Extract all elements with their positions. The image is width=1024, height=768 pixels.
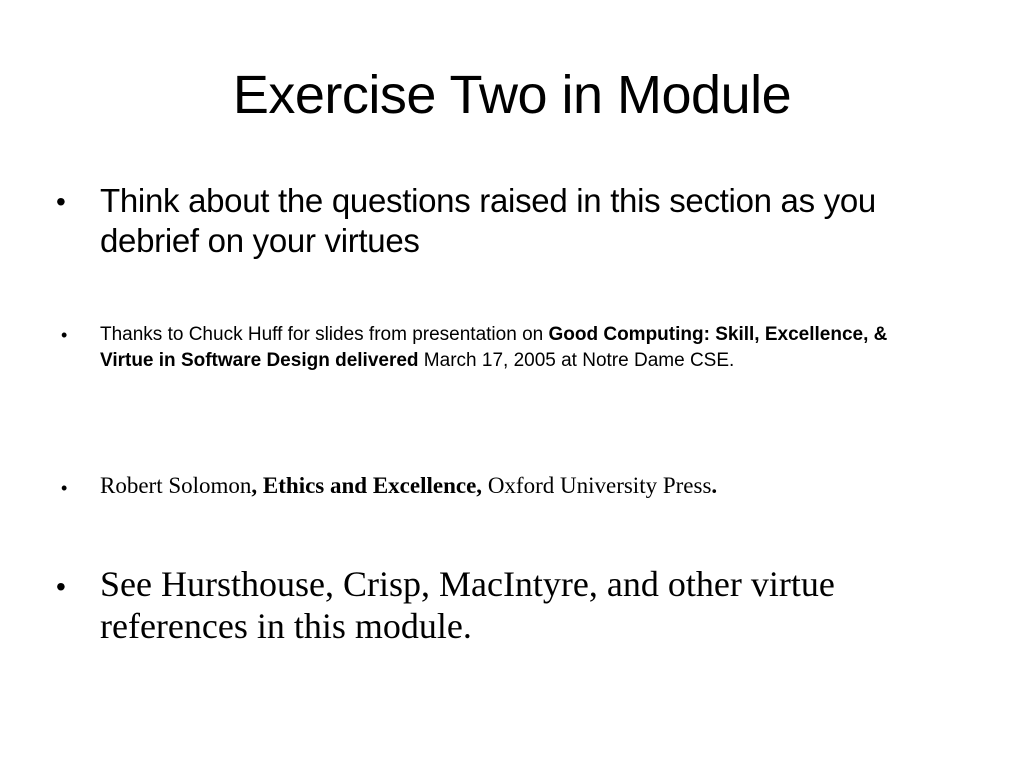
bullet-text [100, 322, 940, 374]
bullet-text-suffix: Oxford University Press [482, 473, 712, 498]
bullet-text-suffix: March 17, 2005 at Notre Dame CSE. [418, 350, 735, 371]
bullet-text-bold: Good Computing: Skill, Excellence, & Virtue in Software Design delivered [100, 324, 888, 371]
bullet-dot-icon: • [61, 325, 68, 345]
bullet-dot-icon: • [61, 478, 68, 498]
slide-title: Exercise Two in Module [232, 65, 792, 125]
bullet-text-bold: , Ethics and Excellence, [251, 473, 483, 498]
bullet-text-prefix: Thanks to Chuck Huff for slides from presentation on [100, 324, 549, 345]
bullet-text: See Hursthouse, Crisp, MacIntyre, and other virtue references in this module. [100, 564, 835, 646]
bullet-text-end: . [711, 473, 718, 498]
bullet-text: Think about the questions raised in this section as you debrief on your virtues [100, 182, 876, 259]
bullet-dot-icon: • [56, 571, 66, 602]
bullet-dot-icon: • [56, 186, 66, 217]
bullet-text [100, 472, 976, 500]
bullet-text-prefix: Robert Solomon [100, 473, 252, 498]
